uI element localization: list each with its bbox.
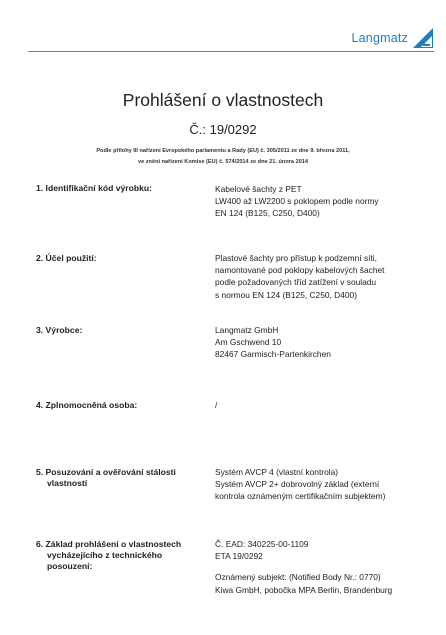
value-line: namontované pod poklopy kabelových šachet	[215, 265, 385, 276]
value-line: Langmatz GmbH	[215, 325, 279, 335]
value-line: Systém AVCP 2+ dobrovolný základ (externí	[215, 479, 380, 490]
document-number: Č.: 19/0292	[189, 122, 257, 137]
value-line: 82467 Garmisch-Partenkirchen	[215, 349, 331, 360]
section-value	[215, 252, 435, 301]
section-label: 2. Účel použití:	[36, 253, 97, 263]
value-line: podle požadovaných tříd zatížení v souladu	[215, 277, 377, 288]
section-label: 4. Zplnomocněná osoba:	[36, 400, 138, 410]
brand-logo	[352, 26, 435, 50]
label-line: vycházejícího z technického	[47, 550, 163, 560]
label-line: vlastností	[47, 478, 88, 488]
value-line: LW400 až LW2200 s poklopem podle normy	[215, 196, 379, 207]
value-line: EN 124 (B125, C250, D400)	[215, 208, 320, 219]
section-value	[215, 324, 435, 361]
section-label	[36, 467, 216, 489]
label-line: 5. Posuzování a ověřování stálosti	[36, 467, 176, 477]
section-label: 1. Identifikační kód výrobku:	[36, 183, 153, 193]
section-value	[215, 183, 435, 220]
legal-basis-line: ve znění nařízení Komise (EU) č. 574/2014 ze dne 21. února 2014	[137, 159, 309, 165]
document-title: Prohlášení o vlastnostech	[122, 90, 324, 110]
label-line: posouzení:	[47, 561, 93, 571]
value-line: Oznámený subjekt: (Notified Body Nr.: 0770)	[215, 572, 381, 583]
value-line: /	[215, 400, 218, 410]
legal-basis	[0, 146, 446, 168]
value-line: Plastové šachty pro přístup k podzemní síti,	[215, 253, 377, 263]
value-line: Am Gschwend 10	[215, 337, 282, 348]
value-line: Kiwa GmbH, pobočka MPA Berlin, Brandenburg	[215, 584, 393, 595]
value-line: kontrola oznámeným certifikačním subjektem)	[215, 491, 386, 502]
value-line: ETA 19/0292	[215, 551, 263, 562]
legal-basis-line: Podle přílohy III nařízení Evropského parlamentu a Rady (EU) č. 305/2011 ze dne 9. března 2011,	[96, 148, 350, 154]
section-value	[215, 466, 435, 503]
section-value	[215, 538, 435, 596]
value-line: Kabelové šachty z PET	[215, 184, 302, 194]
label-line: 6. Základ prohlášení o vlastnostech	[36, 539, 182, 549]
header-rule	[28, 51, 434, 52]
value-line: s normou EN 124 (B125, C250, D400)	[215, 289, 357, 300]
value-line: Č. EAD: 340225-00-1109	[215, 539, 309, 549]
section-label	[36, 539, 216, 572]
value-line: Systém AVCP 4 (vlastní kontrola)	[215, 467, 339, 477]
brand-mark-icon	[412, 27, 434, 49]
section-label: 3. Výrobce:	[36, 325, 83, 335]
section-value	[215, 399, 435, 411]
brand-name: Langmatz	[351, 31, 408, 45]
